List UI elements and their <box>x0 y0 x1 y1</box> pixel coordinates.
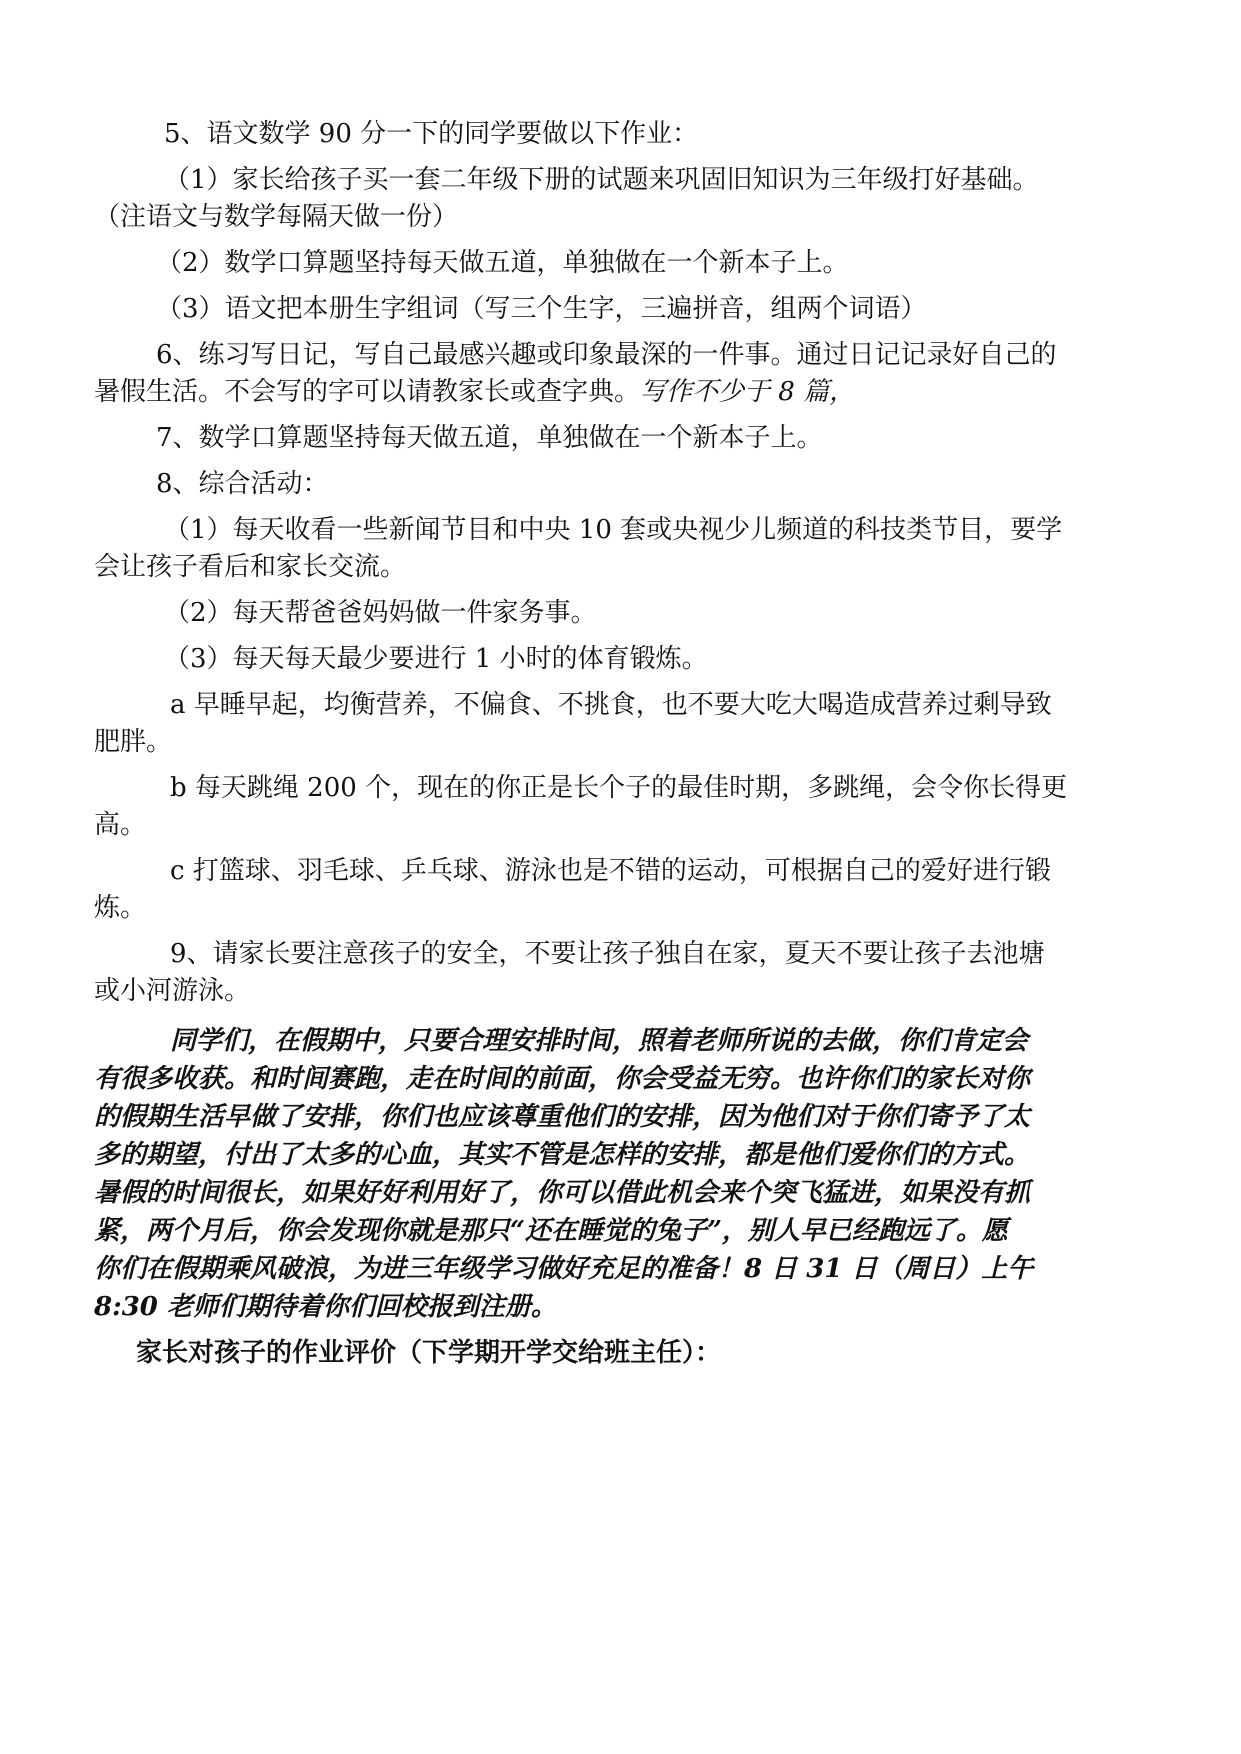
item-6-line-2 <box>94 374 1154 411</box>
item-9-line-2: 或小河游泳。 <box>94 976 251 1006</box>
item-8-heading: 8、综合活动： <box>156 469 329 499</box>
item-8-point-b: b 每天跳绳 200 个，现在的你正是长个子的最佳时期，多跳绳，会令你长得更 <box>170 773 1068 803</box>
item-8-point-c-continued: 炼。 <box>94 893 147 923</box>
closing-line: 的假期生活早做了安排，你们也应该尊重他们的安排，因为他们对于你们寄予了太 <box>94 1102 1031 1132</box>
item-8-sub-1: （1）每天收看一些新闻节目和中央 10 套或央视少儿频道的科技类节目，要学 <box>164 515 1063 545</box>
item-6-text: 暑假生活。不会写的字可以请教家长或查字典。 <box>94 377 641 407</box>
parent-evaluation-heading: 家长对孩子的作业评价（下学期开学交给班主任）： <box>136 1338 722 1368</box>
closing-message <box>94 1022 1154 1326</box>
item-5-sub-2: （2）数学口算题坚持每天做五道，单独做在一个新本子上。 <box>156 248 849 278</box>
closing-line: 多的期望，付出了太多的心血，其实不管是怎样的安排，都是他们爱你们的方式。 <box>94 1140 1031 1170</box>
item-5-heading: 5、语文数学 90 分一下的同学要做以下作业： <box>164 119 699 149</box>
item-8-sub-3: （3）每天每天最少要进行 1 小时的体育锻炼。 <box>164 644 708 674</box>
closing-line: 你们在假期乘风破浪，为进三年级学习做好充足的准备！8 日 31 日（周日）上午 <box>94 1254 1034 1284</box>
item-8-sub-2: （2）每天帮爸爸妈妈做一件家务事。 <box>164 598 597 628</box>
closing-line: 同学们，在假期中，只要合理安排时间，照着老师所说的去做，你们肯定会 <box>170 1026 1029 1056</box>
document-page <box>94 116 1154 1372</box>
item-9-line-1: 9、请家长要注意孩子的安全，不要让孩子独自在家，夏天不要让孩子去池塘 <box>170 939 1045 969</box>
item-8-sub-1-continued: 会让孩子看后和家长交流。 <box>94 552 407 582</box>
item-8-point-b-continued: 高。 <box>94 810 147 840</box>
item-5-sub-1: （1）家长给孩子买一套二年级下册的试题来巩固旧知识为三年级打好基础。 <box>164 165 1039 195</box>
closing-line: 暑假的时间很长，如果好好利用好了，你可以借此机会来个突飞猛进，如果没有抓 <box>94 1178 1031 1208</box>
item-6-requirement: 写作不少于 8 篇， <box>640 377 856 407</box>
item-8-point-c: c 打篮球、羽毛球、乒乓球、游泳也是不错的运动，可根据自己的爱好进行锻 <box>170 856 1051 886</box>
closing-line: 8:30 老师们期待着你们回校报到注册。 <box>94 1292 557 1322</box>
item-7: 7、数学口算题坚持每天做五道，单独做在一个新本子上。 <box>156 423 823 453</box>
closing-line: 有很多收获。和时间赛跑，走在时间的前面，你会受益无穷。也许你们的家长对你 <box>94 1064 1031 1094</box>
closing-line: 紧，两个月后，你会发现你就是那只“还在睡觉的兔子”，别人早已经跑远了。愿 <box>94 1216 1008 1246</box>
item-5-sub-1-continued: （注语文与数学每隔天做一份） <box>94 202 459 232</box>
item-8-point-a-continued: 肥胖。 <box>94 727 173 757</box>
item-5-sub-3: （3）语文把本册生字组词（写三个生字，三遍拼音，组两个词语） <box>156 294 927 324</box>
item-8-point-a: a 早睡早起，均衡营养，不偏食、不挑食，也不要大吃大喝造成营养过剩导致 <box>170 690 1052 720</box>
item-6-line-1: 6、练习写日记，写自己最感兴趣或印象最深的一件事。通过日记记录好自己的 <box>156 340 1057 370</box>
